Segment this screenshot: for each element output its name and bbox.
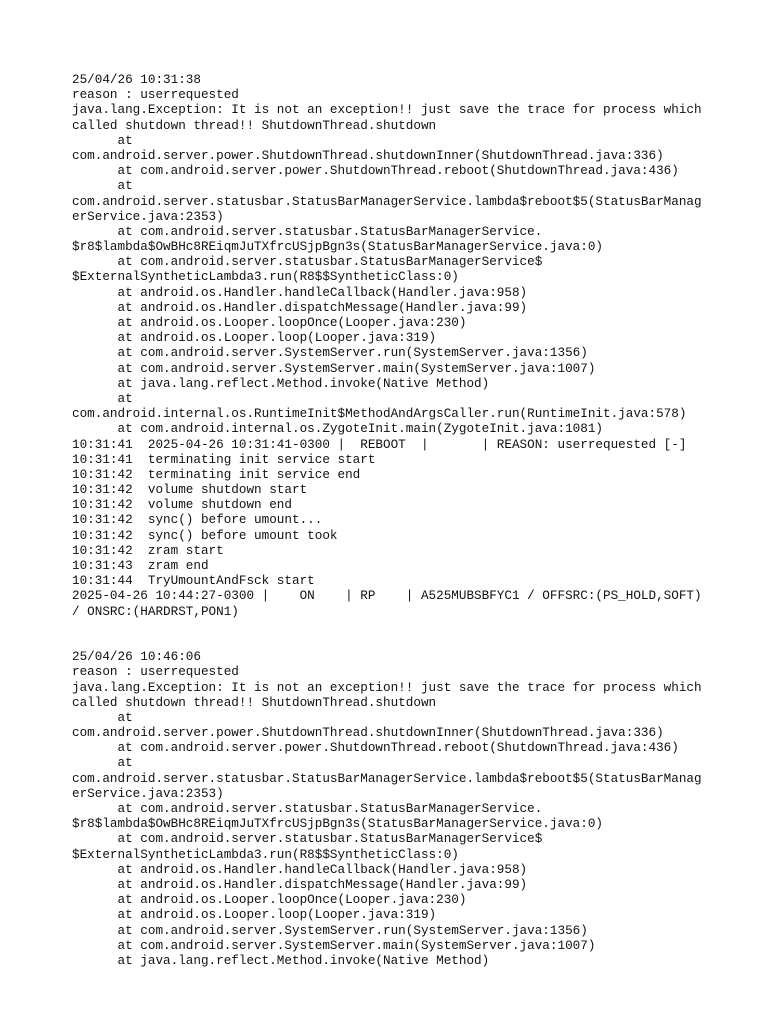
log-line: 10:31:42 terminating init service end [72,466,361,482]
log-line: at com.android.server.power.ShutdownThread.reboot(ShutdownThread.java:436) [72,163,679,179]
log-line: 10:31:43 zram end [72,558,209,573]
log-line: 2025-04-26 10:44:27-0300 | ON | RP | A525MUBSBFYC1 / OFFSRC:(PS_HOLD,SOFT) [72,588,702,604]
log-line: at android.os.Handler.dispatchMessage(Handler.java:99) [72,876,528,892]
log-line: called shutdown thread!! ShutdownThread.shutdown [72,694,437,710]
log-line: at com.android.server.power.ShutdownThread.reboot(ShutdownThread.java:436) [72,740,679,756]
log-line: at android.os.Looper.loopOnce(Looper.java:230) [72,315,467,330]
log-line: at java.lang.reflect.Method.invoke(Native Method) [72,375,490,391]
log-line: $r8$lambda$OwBHc8REiqmJuTXfrcUSjpBgn3s(StatusBarManagerService.java:0) [72,816,603,832]
log-line: / ONSRC:(HARDRST,PON1) [72,603,239,619]
log-line: at com.android.server.SystemServer.run(SystemServer.java:1356) [72,922,588,938]
log-line: at android.os.Handler.dispatchMessage(Handler.java:99) [72,299,528,315]
log-line: com.android.internal.os.RuntimeInit$MethodAndArgsCaller.run(RuntimeInit.java:578) [72,406,687,422]
log-line: at [72,755,133,771]
log-line: $r8$lambda$OwBHc8REiqmJuTXfrcUSjpBgn3s(StatusBarManagerService.java:0) [72,239,603,255]
log-line: at com.android.server.SystemServer.main(SystemServer.java:1007) [72,937,596,953]
log-line: at android.os.Looper.loopOnce(Looper.java:230) [72,892,467,908]
log-entry-2 [72,649,712,968]
log-line: com.android.server.power.ShutdownThread.shutdownInner(ShutdownThread.java:336) [72,725,664,741]
log-line: at java.lang.reflect.Method.invoke(Native Method) [72,952,490,968]
log-line: java.lang.Exception: It is not an exception!! just save the trace for process which [72,102,702,118]
log-line: 25/04/26 10:46:06 [72,649,201,665]
log-line: at [72,709,133,725]
log-line: java.lang.Exception: It is not an exception!! just save the trace for process which [72,679,702,695]
log-line: 10:31:42 sync() before umount took [72,527,338,543]
log-line: 10:31:42 sync() before umount... [72,512,323,528]
log-line: 10:31:42 zram start [72,542,224,558]
log-line: at android.os.Looper.loop(Looper.java:319) [72,330,437,346]
log-entry-1 [72,72,712,619]
log-line: called shutdown thread!! ShutdownThread.shutdown [72,117,437,133]
log-line: 10:31:41 2025-04-26 10:31:41-0300 | REBOOT | | REASON: userrequested [-] [72,436,687,452]
log-line: at android.os.Looper.loop(Looper.java:319) [72,907,437,923]
log-line: com.android.server.power.ShutdownThread.shutdownInner(ShutdownThread.java:336) [72,147,664,163]
log-line: $ExternalSyntheticLambda3.run(R8$$SyntheticClass:0) [72,269,459,285]
log-line: at com.android.server.statusbar.StatusBarManagerService$ [72,831,543,847]
log-line: 10:31:42 volume shutdown end [72,497,292,513]
log-line: com.android.server.statusbar.StatusBarManagerService.lambda$reboot$5(StatusBarManag [72,193,702,209]
log-line: at [72,132,133,148]
log-line: erService.java:2353) [72,785,224,801]
log-line: reason : userrequested [72,87,239,103]
log-line: 10:31:41 terminating init service start [72,451,376,467]
log-line: at com.android.server.statusbar.StatusBarManagerService$ [72,254,543,270]
log-line: 10:31:42 volume shutdown start [72,482,308,498]
log-line: reason : userrequested [72,664,239,680]
log-line: at com.android.server.statusbar.StatusBarManagerService. [72,223,543,239]
log-line: at com.android.internal.os.ZygoteInit.main(ZygoteInit.java:1081) [72,421,603,437]
log-line: $ExternalSyntheticLambda3.run(R8$$SyntheticClass:0) [72,846,459,862]
log-line: at android.os.Handler.handleCallback(Handler.java:958) [72,861,528,877]
log-line: 25/04/26 10:31:38 [72,72,201,87]
log-line: at com.android.server.SystemServer.run(SystemServer.java:1356) [72,345,588,361]
log-line: at android.os.Handler.handleCallback(Handler.java:958) [72,284,528,300]
log-line: at com.android.server.SystemServer.main(SystemServer.java:1007) [72,360,596,376]
log-line: com.android.server.statusbar.StatusBarManagerService.lambda$reboot$5(StatusBarManag [72,770,702,786]
log-line: 10:31:44 TryUmountAndFsck start [72,573,315,589]
log-line: at [72,178,133,194]
log-line: at com.android.server.statusbar.StatusBarManagerService. [72,801,543,817]
log-document [72,72,712,968]
log-line: at [72,390,133,406]
log-line: erService.java:2353) [72,208,224,224]
